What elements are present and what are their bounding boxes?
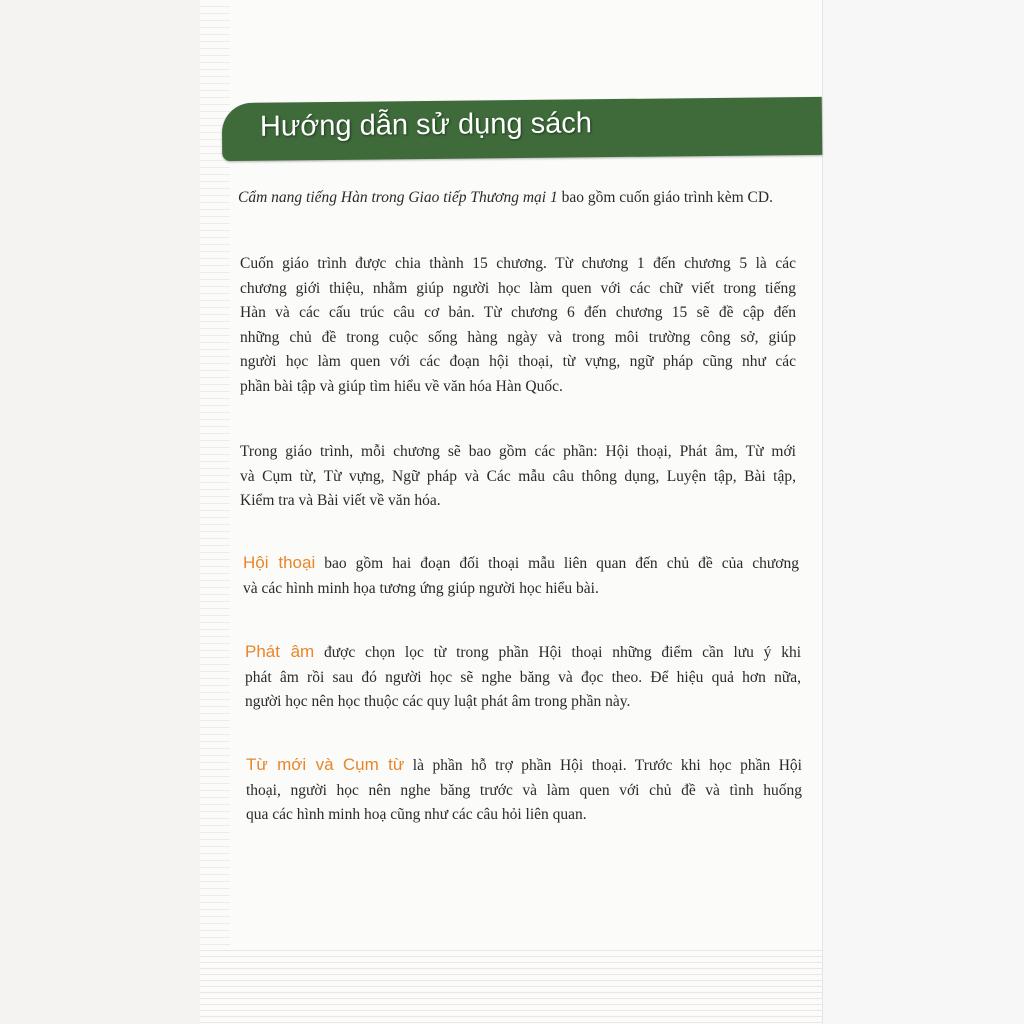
text-line: là phần hỗ trợ phần Hội thoại. Trước khi học phần Hội — [404, 757, 802, 774]
section-heading: Hội thoại — [243, 553, 316, 572]
section-heading: Từ mới và Cụm từ — [246, 755, 405, 774]
intro-text: bao gồm cuốn giáo trình kèm CD. — [557, 189, 773, 206]
text-line: bao gồm hai đoạn đối thoại mẫu liên quan đến chủ đề của chương — [315, 555, 799, 572]
text-line: phần bài tập và giúp tìm hiểu về văn hóa Hàn Quốc. — [240, 377, 563, 395]
text-line: thoại, người học nên nghe băng trước và làm quen với chủ đề và tình huống — [246, 781, 802, 799]
text-line: phát âm rồi sau đó người học sẽ nghe băng và đọc theo. Để hiệu quả hơn nữa, — [245, 668, 801, 686]
text-line: được chọn lọc từ trong phần Hội thoại những điểm cần lưu ý khi — [314, 644, 802, 661]
intro-paragraph — [238, 186, 794, 211]
section-tu-moi — [246, 753, 802, 828]
text-line: và Cụm từ, Từ vựng, Ngữ pháp và Các mẫu câu thông dụng, Luyện tập, Bài tập, — [240, 467, 796, 485]
page-edge — [822, 0, 1024, 1024]
text-line: qua các hình minh hoạ cũng như các câu hỏi liên quan. — [246, 806, 587, 823]
text-line: và các hình minh họa tương ứng giúp người học hiểu bài. — [243, 579, 599, 597]
text-line: Cuốn giáo trình được chia thành 15 chương. Từ chương 1 đến chương 5 là các — [240, 255, 796, 272]
section-heading: Phát âm — [245, 642, 315, 661]
text-line: người học nên học thuộc các quy luật phát âm trong phần này. — [245, 693, 631, 710]
book-title: Cẩm nang tiếng Hàn trong Giao tiếp Thương mại 1 — [238, 189, 558, 206]
page-stack-bottom — [200, 945, 822, 1024]
title-banner — [222, 97, 823, 161]
text-line: chương giới thiệu, nhằm giúp người học làm quen với các chữ viết trong tiếng — [240, 279, 796, 297]
section-hoi-thoai — [243, 551, 799, 601]
paragraph-structure — [240, 440, 796, 514]
text-line: Hàn và các cấu trúc câu cơ bản. Từ chương 6 đến chương 15 sẽ đề cập đến — [240, 304, 796, 321]
page-title: Hướng dẫn sử dụng sách — [259, 107, 593, 143]
text-line: người học làm quen với các đoạn hội thoại, từ vựng, ngữ pháp cũng như các — [240, 353, 796, 370]
section-phat-am — [245, 640, 801, 715]
text-line: những chủ đề trong cuộc sống hàng ngày và trong môi trường công sở, giúp — [240, 328, 796, 346]
text-line: Kiểm tra và Bài viết về văn hóa. — [240, 492, 441, 509]
paragraph-chapters — [240, 252, 796, 399]
text-line: Trong giáo trình, mỗi chương sẽ bao gồm các phần: Hội thoại, Phát âm, Từ mới — [240, 443, 796, 460]
